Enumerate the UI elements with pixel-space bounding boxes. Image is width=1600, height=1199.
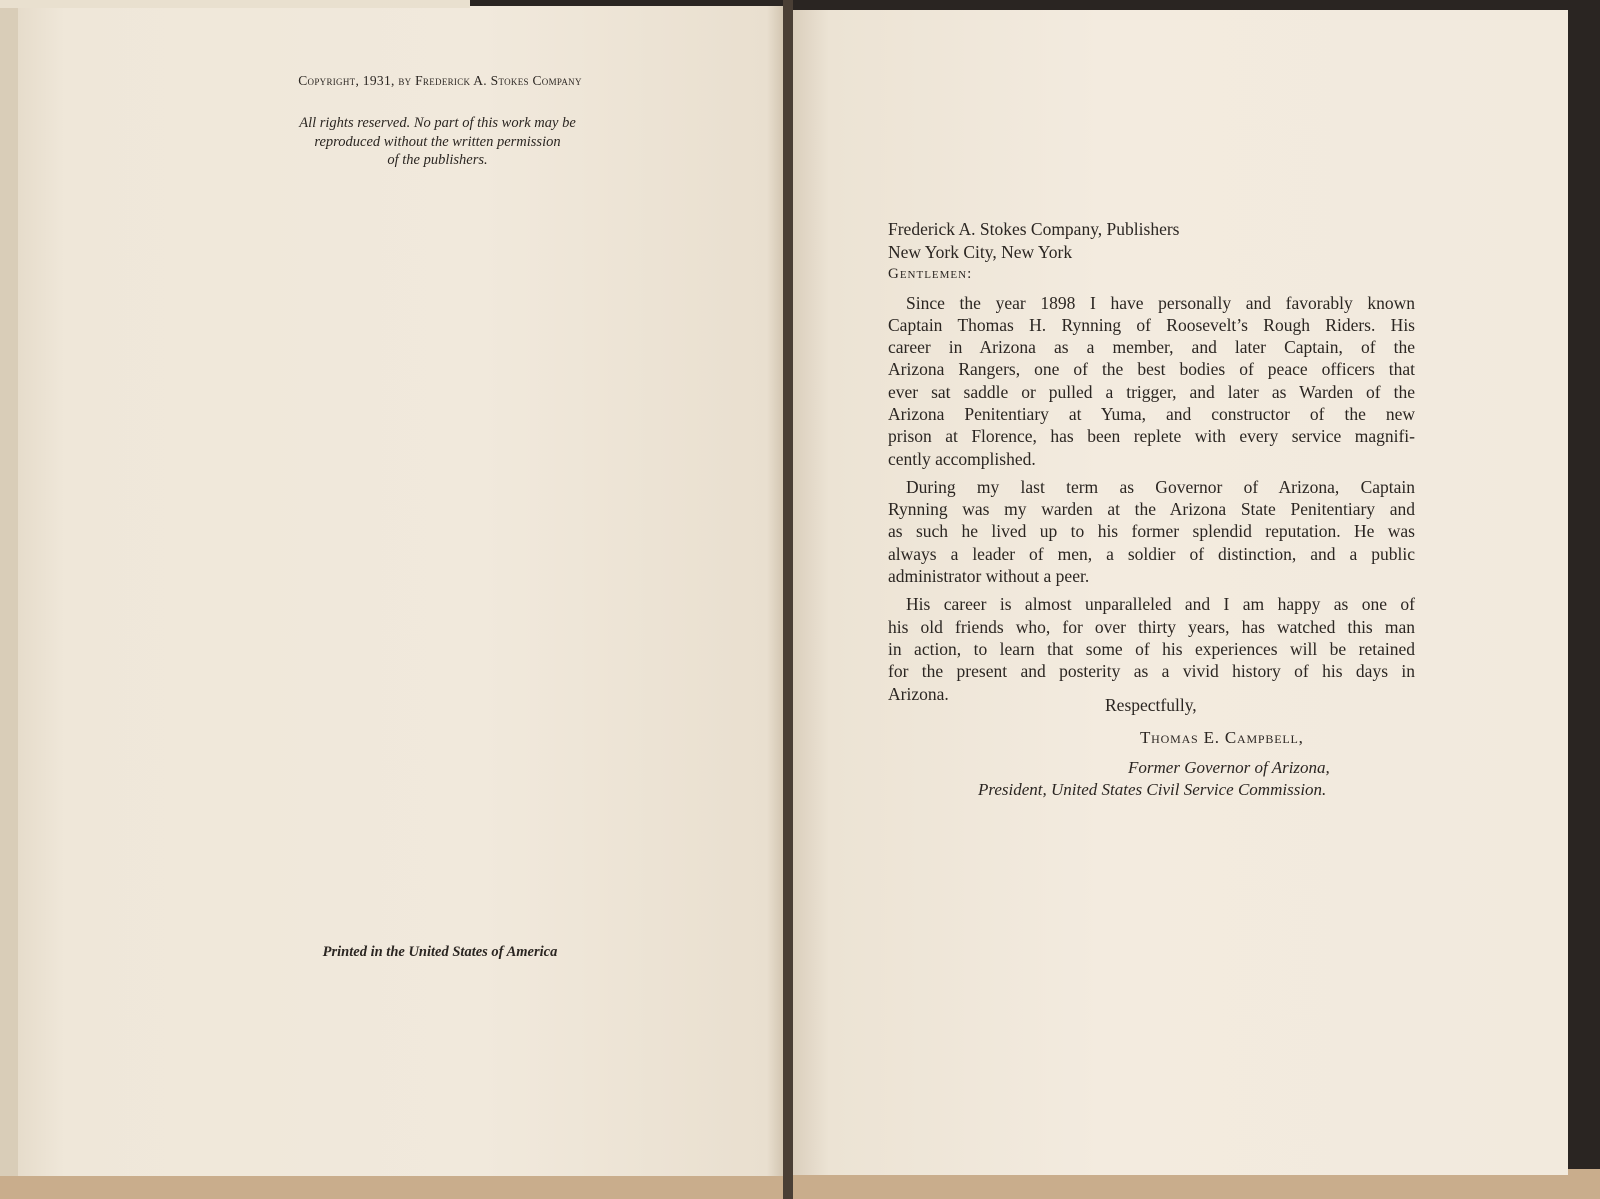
- text-line: Arizona.: [888, 683, 949, 704]
- page-edge: [0, 0, 470, 8]
- text-line: Arizona Rangers, one of the best bodies of peace officers that: [888, 359, 1415, 380]
- text-line: for the present and posterity as a vivid history of his days in: [888, 661, 1415, 682]
- printed-in-notice: Printed in the United States of America: [322, 944, 558, 960]
- signature-name: Thomas E. Campbell,: [1140, 728, 1304, 747]
- text-line: Captain Thomas H. Rynning of Roosevelt’s Rough Riders. His: [888, 314, 1415, 335]
- text-line: Since the year 1898 I have personally and favorably known: [906, 292, 1415, 313]
- text-line: prison at Florence, has been replete with every service magnifi-: [888, 426, 1415, 447]
- text-line: always a leader of men, a soldier of distinction, and a public: [888, 543, 1415, 564]
- closing: Respectfully,: [1105, 695, 1197, 715]
- letter-body: [888, 218, 1415, 705]
- text-line: administrator without a peer.: [888, 566, 1090, 587]
- text-line: as such he lived up to his former splendid reputation. He was: [888, 521, 1415, 542]
- rights-line: reproduced without the written permission: [314, 133, 561, 150]
- text-line: ever sat saddle or pulled a trigger, and later as Warden of the: [888, 381, 1415, 402]
- paragraph: [888, 476, 1415, 587]
- signatory-title: President, United States Civil Service Commission.: [978, 780, 1327, 799]
- text-line: cently accomplished.: [888, 448, 1036, 469]
- text-line: During my last term as Governor of Arizona, Captain: [906, 476, 1415, 497]
- text-line: his old friends who, for over thirty years, has watched this man: [888, 616, 1415, 637]
- rights-line: All rights reserved. No part of this work may be: [299, 115, 576, 131]
- text-line: in action, to learn that some of his experiences will be retained: [888, 638, 1415, 659]
- text-line: career in Arizona as a member, and later Captain, of the: [888, 337, 1415, 358]
- left-page: [0, 6, 790, 1176]
- rights-line: of the publishers.: [387, 152, 488, 168]
- address-line: Frederick A. Stokes Company, Publishers: [888, 219, 1180, 239]
- text-line: Rynning was my warden at the Arizona State Penitentiary and: [888, 499, 1415, 520]
- signatory-title: Former Governor of Arizona,: [1128, 758, 1330, 777]
- copyright-notice: Copyright, 1931, by Frederick A. Stokes Company: [298, 73, 582, 88]
- text-line: His career is almost unparalleled and I am happy as one of: [906, 594, 1415, 615]
- paragraph: [888, 593, 1415, 704]
- text-line: Arizona Penitentiary at Yuma, and constructor of the new: [888, 403, 1415, 424]
- address-line: New York City, New York: [888, 241, 1073, 262]
- paragraph: [888, 292, 1415, 470]
- book-gutter: [783, 0, 793, 1199]
- salutation: Gentlemen:: [888, 266, 973, 282]
- rights-notice: [230, 114, 645, 170]
